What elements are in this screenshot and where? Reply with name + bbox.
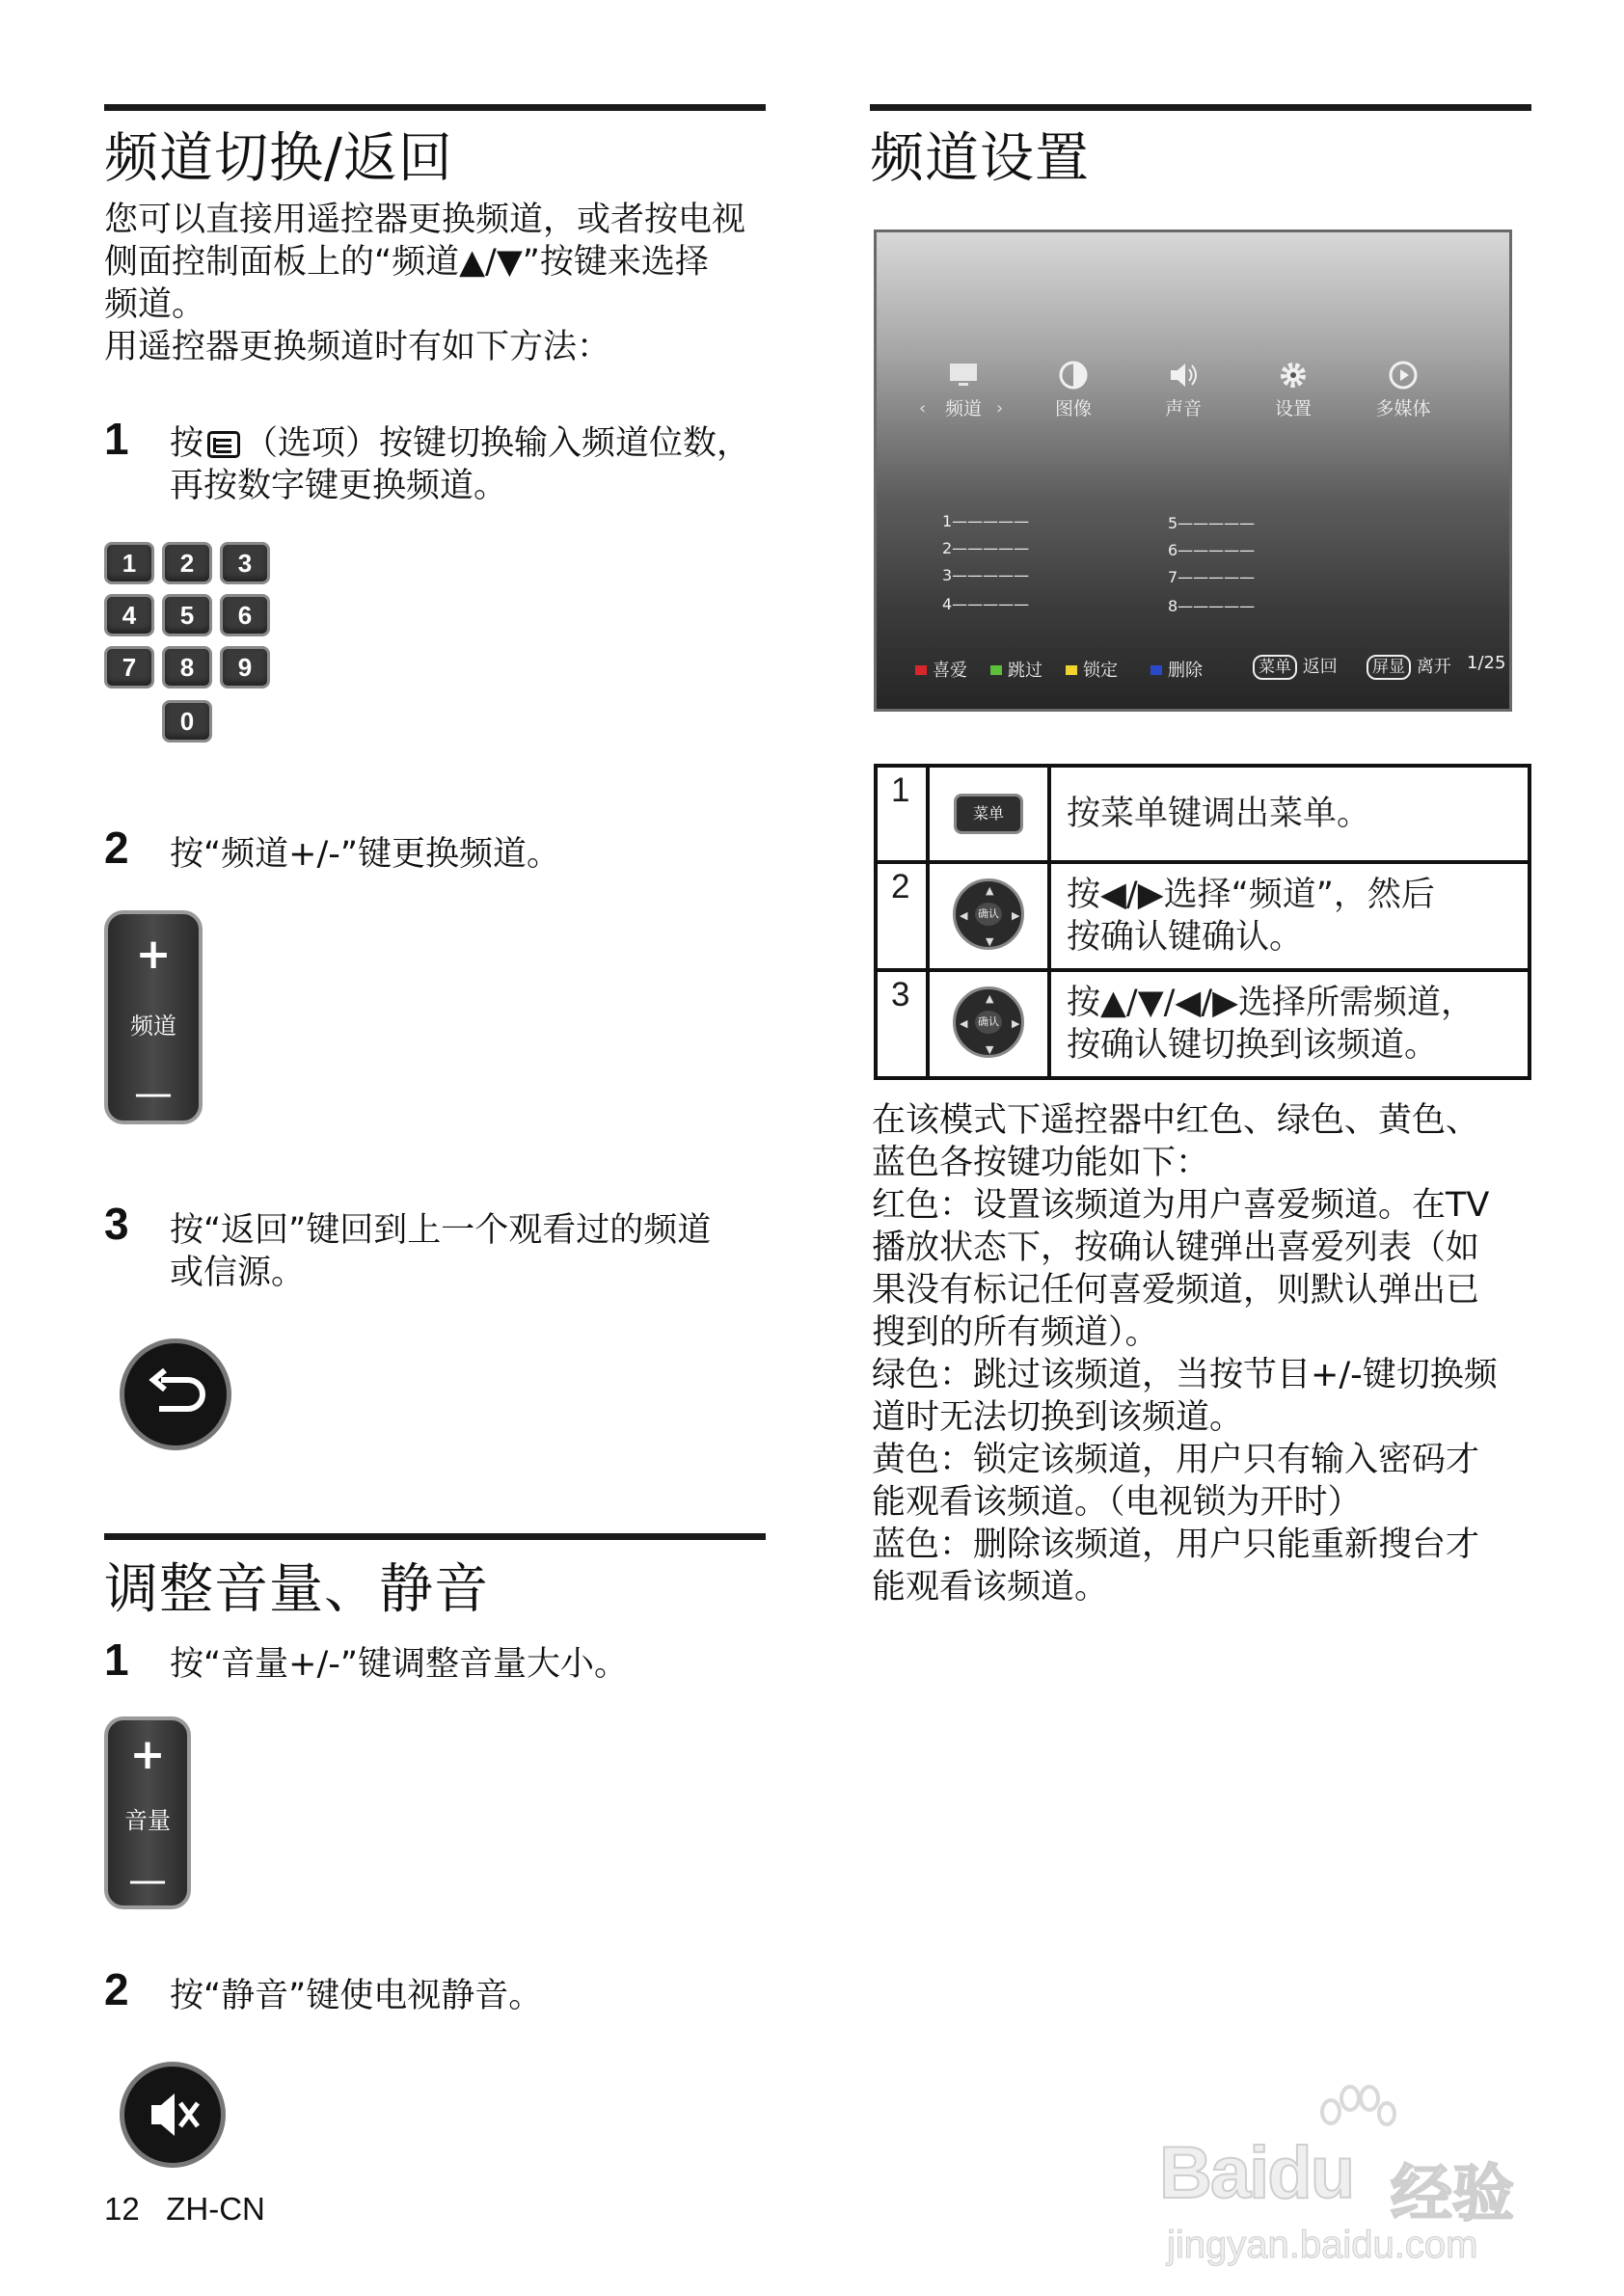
tv-channel-row[interactable]: 4————— bbox=[942, 595, 1030, 613]
section-rule bbox=[104, 1533, 766, 1540]
table-icon-cell bbox=[928, 766, 1049, 862]
section-title-channel-switch: 频道切换/返回 bbox=[104, 127, 453, 190]
key-2[interactable]: 2 bbox=[162, 542, 212, 584]
table-step-text: 按▲/▼/◀/▶选择所需频道， 按确认键切换到该频道。 bbox=[1049, 970, 1529, 1078]
tv-menu-sound[interactable]: 声音 bbox=[1164, 398, 1202, 419]
mute-icon bbox=[124, 2066, 221, 2163]
gear-icon bbox=[1276, 358, 1311, 392]
step-text: 按“频道+/-”键更换频道。 bbox=[170, 835, 561, 874]
key-9[interactable]: 9 bbox=[220, 646, 270, 689]
intro-paragraph: 您可以直接用遥控器更换频道，或者按电视 侧面控制面板上的“频道▲/▼”按键来选择 频道。 用遥控器更换频道时有如下方法： bbox=[104, 201, 746, 366]
tv-channel-row[interactable]: 6————— bbox=[1168, 541, 1256, 559]
tv-channel-row[interactable]: 2————— bbox=[942, 539, 1030, 557]
tv-next-arrow[interactable]: › bbox=[996, 398, 1004, 419]
volume-down-button[interactable]: — bbox=[128, 1858, 167, 1903]
tv-menu-multimedia[interactable]: 多媒体 bbox=[1375, 398, 1431, 419]
volume-label: 音量 bbox=[124, 1807, 171, 1834]
mute-button[interactable] bbox=[120, 2062, 226, 2168]
channel-rocker[interactable] bbox=[104, 910, 203, 1124]
table-step-number: 2 bbox=[876, 862, 928, 970]
step-number: 1 bbox=[104, 1634, 129, 1685]
step-text: 按 （选项）按键切换输入频道位数， 再按数字键更换频道。 bbox=[170, 424, 751, 505]
tv-menu-screenshot bbox=[874, 230, 1512, 712]
key-3[interactable]: 3 bbox=[220, 542, 270, 584]
tv-channel-row[interactable]: 1————— bbox=[942, 512, 1030, 530]
table-icon-cell bbox=[928, 970, 1049, 1078]
tv-legend-red: 喜爱 bbox=[915, 657, 967, 682]
table-step-text: 按菜单键调出菜单。 bbox=[1049, 766, 1529, 862]
key-1[interactable]: 1 bbox=[104, 542, 154, 584]
page-number: 12 bbox=[104, 2191, 140, 2227]
tv-channel-row[interactable]: 7————— bbox=[1168, 568, 1256, 586]
table-row bbox=[876, 970, 1529, 1078]
tv-prev-arrow[interactable]: ‹ bbox=[919, 398, 927, 419]
tv-menu-return: 菜单 返回 bbox=[1253, 653, 1338, 680]
tv-channel-row[interactable]: 8————— bbox=[1168, 597, 1256, 615]
table-step-number: 3 bbox=[876, 970, 928, 1078]
options-icon bbox=[207, 431, 240, 458]
key-4[interactable]: 4 bbox=[104, 594, 154, 636]
table-row bbox=[876, 766, 1529, 862]
channel-down-button[interactable]: — bbox=[134, 1071, 173, 1116]
step-text: 按“音量+/-”键调整音量大小。 bbox=[170, 1645, 629, 1684]
step-number: 1 bbox=[104, 414, 129, 464]
step-text: 按“返回”键回到上一个观看过的频道 或信源。 bbox=[170, 1211, 712, 1292]
tv-display-exit: 屏显 离开 bbox=[1367, 653, 1451, 680]
key-6[interactable]: 6 bbox=[220, 594, 270, 636]
tv-channel-row[interactable]: 5————— bbox=[1168, 514, 1256, 532]
volume-up-button[interactable]: + bbox=[129, 1730, 166, 1779]
key-5[interactable]: 5 bbox=[162, 594, 212, 636]
back-button[interactable] bbox=[120, 1338, 231, 1450]
key-7[interactable]: 7 bbox=[104, 646, 154, 689]
page-footer bbox=[104, 2191, 265, 2228]
table-row bbox=[876, 862, 1529, 970]
section-rule bbox=[870, 104, 1531, 111]
tv-icon bbox=[946, 358, 981, 392]
contrast-icon bbox=[1056, 358, 1091, 392]
dpad-icon: ▲ ▼ ◀ ▶ 确认 bbox=[953, 986, 1024, 1058]
tv-legend-yellow: 锁定 bbox=[1066, 657, 1118, 682]
steps-table bbox=[874, 764, 1531, 1080]
step-number: 3 bbox=[104, 1199, 129, 1249]
tv-menu-settings[interactable]: 设置 bbox=[1274, 398, 1312, 419]
section-title-channel-settings: 频道设置 bbox=[870, 127, 1090, 190]
language-code: ZH-CN bbox=[166, 2191, 265, 2227]
baidu-watermark: Baidu 经验 jingyan.baidu.com bbox=[1148, 2083, 1572, 2266]
tv-legend-blue: 删除 bbox=[1150, 657, 1203, 682]
channel-label: 频道 bbox=[130, 1013, 176, 1040]
menu-key-icon: 菜单 bbox=[954, 794, 1023, 834]
step-number: 2 bbox=[104, 823, 129, 873]
step-text: 按“静音”键使电视静音。 bbox=[170, 1977, 543, 2015]
table-step-text: 按◀/▶选择“频道”，然后 按确认键确认。 bbox=[1049, 862, 1529, 970]
channel-up-button[interactable]: + bbox=[135, 930, 172, 979]
tv-menu-channel[interactable]: 频道 bbox=[944, 398, 982, 419]
tv-menu-picture[interactable]: 图像 bbox=[1054, 398, 1092, 419]
section-rule bbox=[104, 104, 766, 111]
table-icon-cell bbox=[928, 862, 1049, 970]
tv-page-indicator: 1/25 bbox=[1467, 653, 1506, 673]
step-number: 2 bbox=[104, 1964, 129, 2014]
key-8[interactable]: 8 bbox=[162, 646, 212, 689]
table-step-number: 1 bbox=[876, 766, 928, 862]
color-key-description: 在该模式下遥控器中红色、绿色、黄色、 蓝色各按键功能如下： 红色：设置该频道为用户喜爱频道。在TV 播放状态下，按确认键弹出喜爱列表（如 果没有标记任何喜爱频道，则默认弹出已 搜到的所有频道）。 绿色：跳过该频道，当按节目+/-键切换频 道时无法切换到该频道。 黄色：锁定该频道，用户只有输入密码才 能观看该频道。（电视锁为开时） 蓝色：删除该频道，用户只能重新搜台才 能观看该频道。 bbox=[872, 1101, 1498, 1607]
back-icon bbox=[124, 1343, 227, 1445]
key-0[interactable]: 0 bbox=[162, 700, 212, 743]
section-title-volume: 调整音量、静音 bbox=[104, 1558, 489, 1621]
number-keypad bbox=[104, 542, 278, 744]
volume-rocker[interactable] bbox=[104, 1716, 191, 1909]
tv-legend-green: 跳过 bbox=[990, 657, 1042, 682]
dpad-icon: ▲ ▼ ◀ ▶ 确认 bbox=[953, 878, 1024, 950]
play-icon bbox=[1386, 358, 1421, 392]
speaker-icon bbox=[1166, 358, 1201, 392]
tv-channel-row[interactable]: 3————— bbox=[942, 566, 1030, 584]
